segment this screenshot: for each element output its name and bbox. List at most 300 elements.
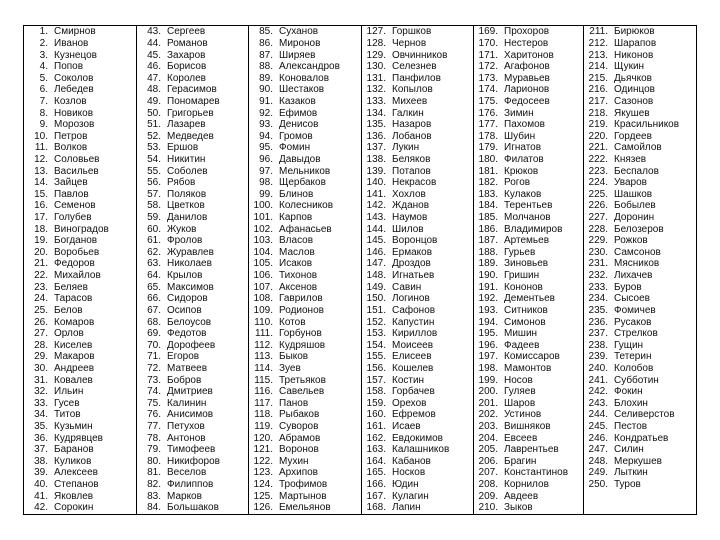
list-item bbox=[24, 200, 137, 212]
entry-number: 235. bbox=[588, 304, 608, 316]
entry-surname: Орлов bbox=[54, 328, 84, 340]
entry-surname: Петров bbox=[54, 130, 88, 142]
list-item bbox=[249, 189, 362, 201]
entry-surname: Назаров bbox=[392, 119, 432, 131]
entry-surname: Фадеев bbox=[504, 339, 540, 351]
entry-surname: Сергеев bbox=[167, 26, 206, 38]
list-item bbox=[24, 38, 137, 50]
entry-surname: Самсонов bbox=[614, 246, 661, 258]
entry-surname: Петухов bbox=[167, 421, 205, 433]
entry-surname: Селезнев bbox=[392, 61, 437, 73]
entry-surname: Носков bbox=[392, 467, 426, 479]
entry-surname: Комиссаров bbox=[504, 351, 560, 363]
entry-number: 149. bbox=[366, 281, 386, 293]
list-item bbox=[362, 363, 474, 375]
entry-surname: Корнилов bbox=[504, 479, 549, 491]
entry-number: 50. bbox=[147, 107, 161, 119]
entry-number: 115. bbox=[254, 374, 273, 386]
entry-surname: Поляков bbox=[167, 188, 207, 200]
entry-surname: Вишняков bbox=[504, 421, 551, 433]
entry-surname: Гусев bbox=[54, 397, 80, 409]
entry-number: 205. bbox=[478, 444, 498, 456]
entry-surname: Волков bbox=[54, 142, 88, 154]
entry-surname: Агафонов bbox=[504, 61, 550, 73]
entry-surname: Фролов bbox=[167, 235, 203, 247]
list-item bbox=[474, 502, 584, 515]
entry-surname: Дроздов bbox=[392, 258, 431, 270]
entry-number: 144. bbox=[366, 223, 386, 235]
entry-surname: Абрамов bbox=[279, 432, 321, 444]
entry-number: 122. bbox=[253, 455, 273, 467]
entry-number: 72. bbox=[147, 362, 161, 374]
entry-number: 93. bbox=[259, 119, 273, 131]
list-item bbox=[249, 26, 362, 38]
entry-surname: Аксенов bbox=[279, 281, 318, 293]
list-item bbox=[362, 72, 474, 84]
list-item bbox=[137, 339, 249, 351]
list-item bbox=[362, 351, 474, 363]
table-row bbox=[24, 409, 697, 421]
entry-number: 234. bbox=[588, 293, 608, 305]
entry-surname: Дмитриев bbox=[167, 386, 213, 398]
entry-number: 18. bbox=[34, 223, 48, 235]
entry-surname: Дьячков bbox=[614, 72, 652, 84]
entry-number: 79. bbox=[147, 444, 161, 456]
table-row bbox=[24, 398, 697, 410]
entry-number: 23. bbox=[34, 281, 48, 293]
list-item bbox=[137, 479, 249, 491]
entry-number: 184. bbox=[478, 200, 498, 212]
list-item bbox=[137, 374, 249, 386]
list-item bbox=[362, 177, 474, 189]
list-item bbox=[24, 305, 137, 317]
list-item bbox=[249, 258, 362, 270]
entry-number: 33. bbox=[34, 397, 48, 409]
list-item bbox=[24, 328, 137, 340]
entry-number: 165. bbox=[366, 467, 386, 479]
entry-number: 153. bbox=[366, 328, 386, 340]
entry-number: 224. bbox=[588, 177, 608, 189]
list-item bbox=[249, 223, 362, 235]
entry-surname: Лукин bbox=[392, 142, 420, 154]
entry-number: 179. bbox=[478, 142, 498, 154]
entry-number: 241. bbox=[588, 374, 608, 386]
table-row bbox=[24, 386, 697, 398]
entry-surname: Горбачев bbox=[392, 386, 435, 398]
entry-surname: Лыткин bbox=[614, 467, 648, 479]
list-item bbox=[584, 293, 697, 305]
entry-number: 25. bbox=[34, 304, 48, 316]
entry-number: 163. bbox=[366, 444, 386, 456]
entry-number: 62. bbox=[147, 246, 161, 258]
entry-surname: Колобов bbox=[614, 362, 654, 374]
entry-number: 102. bbox=[253, 223, 273, 235]
entry-number: 43. bbox=[147, 26, 161, 38]
list-item bbox=[137, 281, 249, 293]
entry-surname: Дементьев bbox=[504, 293, 555, 305]
entry-number: 188. bbox=[478, 246, 498, 258]
entry-surname: Евдокимов bbox=[392, 432, 443, 444]
list-item bbox=[362, 270, 474, 282]
entry-number: 147. bbox=[366, 258, 386, 270]
entry-surname: Михеев bbox=[392, 95, 428, 107]
entry-surname: Мясников bbox=[614, 258, 660, 270]
entry-surname: Никифоров bbox=[167, 455, 220, 467]
entry-number: 198. bbox=[478, 362, 498, 374]
list-item bbox=[474, 456, 584, 468]
list-item bbox=[24, 456, 137, 468]
list-item bbox=[474, 293, 584, 305]
entry-surname: Антонов bbox=[167, 432, 206, 444]
list-item bbox=[249, 316, 362, 328]
entry-surname: Савин bbox=[392, 281, 422, 293]
entry-surname: Селиверстов bbox=[614, 409, 675, 421]
entry-number: 86. bbox=[259, 37, 273, 49]
entry-number: 95. bbox=[259, 142, 273, 154]
entry-number: 30. bbox=[34, 362, 48, 374]
entry-surname: Потапов bbox=[392, 165, 431, 177]
entry-number: 90. bbox=[259, 84, 273, 96]
entry-number: 46. bbox=[147, 61, 161, 73]
entry-surname: Соколов bbox=[54, 72, 94, 84]
entry-surname: Казаков bbox=[279, 95, 316, 107]
entry-surname: Мельников bbox=[279, 165, 331, 177]
entry-surname: Кириллов bbox=[392, 328, 438, 340]
entry-surname: Артемьев bbox=[504, 235, 549, 247]
entry-number: 71. bbox=[147, 351, 161, 363]
entry-surname: Доронин bbox=[614, 212, 655, 224]
entry-surname: Данилов bbox=[167, 212, 208, 224]
list-item bbox=[137, 456, 249, 468]
list-item bbox=[584, 61, 697, 73]
entry-number: 243. bbox=[588, 397, 608, 409]
entry-number: 238. bbox=[588, 339, 608, 351]
list-item bbox=[24, 386, 137, 398]
entry-number: 92. bbox=[259, 107, 273, 119]
list-item bbox=[249, 247, 362, 259]
entry-number: 91. bbox=[259, 95, 273, 107]
list-item bbox=[362, 38, 474, 50]
entry-number: 10. bbox=[34, 130, 48, 142]
entry-number: 80. bbox=[147, 455, 161, 467]
entry-number: 67. bbox=[147, 304, 161, 316]
list-item bbox=[137, 351, 249, 363]
entry-number: 177. bbox=[478, 119, 498, 131]
list-item bbox=[137, 165, 249, 177]
list-item bbox=[362, 61, 474, 73]
entry-surname: Шестаков bbox=[279, 84, 325, 96]
list-item bbox=[362, 107, 474, 119]
list-item bbox=[24, 177, 137, 189]
list-item bbox=[249, 456, 362, 468]
list-item bbox=[24, 247, 137, 259]
entry-number: 100. bbox=[253, 200, 273, 212]
table-row bbox=[24, 26, 697, 38]
entry-number: 239. bbox=[588, 351, 608, 363]
entry-surname: Мамонтов bbox=[504, 362, 552, 374]
entry-surname: Брагин bbox=[504, 455, 537, 467]
entry-surname: Пахомов bbox=[504, 119, 545, 131]
list-item bbox=[137, 247, 249, 259]
entry-number: 24. bbox=[34, 293, 48, 305]
entry-number: 231. bbox=[588, 258, 608, 270]
list-item bbox=[584, 96, 697, 108]
entry-number: 199. bbox=[478, 374, 498, 386]
entry-surname: Кудрявцев bbox=[54, 432, 103, 444]
list-item bbox=[474, 154, 584, 166]
entry-number: 66. bbox=[147, 293, 161, 305]
list-item bbox=[24, 363, 137, 375]
list-item bbox=[24, 270, 137, 282]
entry-surname: Веселов bbox=[167, 467, 207, 479]
entry-number: 145. bbox=[366, 235, 386, 247]
entry-surname: Гурьев bbox=[504, 246, 536, 258]
list-item bbox=[584, 456, 697, 468]
list-item bbox=[137, 467, 249, 479]
entry-number: 36. bbox=[34, 432, 48, 444]
entry-surname: Кулагин bbox=[392, 490, 429, 502]
entry-number: 194. bbox=[478, 316, 498, 328]
table-row bbox=[24, 61, 697, 73]
entry-surname: Смирнов bbox=[54, 26, 96, 38]
entry-surname: Захаров bbox=[167, 49, 206, 61]
list-item bbox=[474, 281, 584, 293]
entry-surname: Бобылев bbox=[614, 200, 656, 212]
entry-surname: Юдин bbox=[392, 479, 419, 491]
entry-number: 206. bbox=[478, 455, 498, 467]
list-item bbox=[474, 107, 584, 119]
entry-surname: Никонов bbox=[614, 49, 654, 61]
table-row bbox=[24, 96, 697, 108]
entry-surname: Владимиров bbox=[504, 223, 563, 235]
entry-number: 75. bbox=[147, 397, 161, 409]
entry-surname: Капустин bbox=[392, 316, 435, 328]
list-item bbox=[24, 293, 137, 305]
table-row bbox=[24, 84, 697, 96]
entry-number: 143. bbox=[366, 212, 386, 224]
entry-surname: Куликов bbox=[54, 455, 92, 467]
list-item bbox=[24, 165, 137, 177]
entry-number: 208. bbox=[478, 479, 498, 491]
entry-number: 233. bbox=[588, 281, 608, 293]
entry-number: 126. bbox=[253, 502, 273, 514]
entry-surname: Ершов bbox=[167, 142, 199, 154]
list-item bbox=[474, 270, 584, 282]
entry-surname: Ильин bbox=[54, 386, 84, 398]
entry-number: 49. bbox=[147, 95, 161, 107]
entry-number: 31. bbox=[34, 374, 48, 386]
entry-surname: Ефремов bbox=[392, 409, 436, 421]
list-item bbox=[584, 398, 697, 410]
list-item bbox=[362, 165, 474, 177]
entry-surname: Щербаков bbox=[279, 177, 326, 189]
entry-surname: Беляев bbox=[54, 281, 88, 293]
list-item bbox=[474, 119, 584, 131]
list-item bbox=[474, 200, 584, 212]
list-item bbox=[24, 119, 137, 131]
list-item bbox=[249, 502, 362, 515]
entry-surname: Филатов bbox=[504, 154, 544, 165]
list-item bbox=[362, 432, 474, 444]
list-item bbox=[249, 363, 362, 375]
entry-number: 229. bbox=[588, 235, 608, 247]
entry-number: 27. bbox=[34, 328, 48, 340]
list-item bbox=[584, 189, 697, 201]
table-row bbox=[24, 328, 697, 340]
list-item bbox=[474, 49, 584, 61]
entry-number: 94. bbox=[259, 130, 273, 142]
entry-surname: Ларионов bbox=[504, 84, 550, 96]
entry-surname: Тетерин bbox=[614, 351, 652, 363]
entry-surname: Горбунов bbox=[279, 328, 322, 340]
entry-surname: Стрелков bbox=[614, 328, 658, 340]
entry-number: 108. bbox=[253, 293, 273, 305]
entry-surname: Алексеев bbox=[54, 467, 98, 479]
list-item bbox=[584, 130, 697, 142]
list-item bbox=[474, 432, 584, 444]
list-item bbox=[474, 142, 584, 154]
table-row bbox=[24, 119, 697, 131]
list-item bbox=[24, 490, 137, 502]
entry-number: 202. bbox=[478, 409, 498, 421]
entry-number: 81. bbox=[147, 467, 161, 479]
list-item bbox=[584, 49, 697, 61]
entry-number: 181. bbox=[478, 165, 498, 177]
entry-surname: Зыков bbox=[504, 502, 533, 514]
entry-surname: Логинов bbox=[392, 293, 430, 305]
entry-number: 34. bbox=[34, 409, 48, 421]
entry-number: 123. bbox=[253, 467, 273, 479]
list-item bbox=[362, 467, 474, 479]
entry-number: 207. bbox=[478, 467, 498, 479]
entry-number: 183. bbox=[478, 188, 498, 200]
entry-number: 121. bbox=[253, 444, 273, 456]
entry-number: 69. bbox=[147, 328, 161, 340]
list-item bbox=[249, 200, 362, 212]
table-row bbox=[24, 363, 697, 375]
table-row bbox=[24, 154, 697, 166]
entry-number: 120. bbox=[253, 432, 273, 444]
entry-surname: Жданов bbox=[392, 200, 430, 212]
entry-surname: Евсеев bbox=[504, 432, 538, 444]
entry-number: 222. bbox=[588, 154, 608, 165]
list-item bbox=[249, 119, 362, 131]
entry-surname: Лихачев bbox=[614, 270, 653, 282]
entry-surname: Шубин bbox=[504, 130, 536, 142]
entry-surname: Щукин bbox=[614, 61, 645, 73]
entry-number: 210. bbox=[478, 502, 498, 514]
list-item bbox=[362, 119, 474, 131]
list-item bbox=[584, 142, 697, 154]
entry-surname: Кулаков bbox=[504, 188, 542, 200]
entry-number: 111. bbox=[255, 328, 273, 340]
entry-number: 217. bbox=[588, 95, 608, 107]
entry-number: 204. bbox=[478, 432, 498, 444]
entry-surname: Симонов bbox=[504, 316, 546, 328]
list-item bbox=[137, 293, 249, 305]
list-item bbox=[24, 130, 137, 142]
entry-number: 156. bbox=[366, 362, 386, 374]
entry-number: 160. bbox=[366, 409, 386, 421]
entry-number: 103. bbox=[253, 235, 273, 247]
entry-number: 52. bbox=[147, 130, 161, 142]
list-item bbox=[24, 72, 137, 84]
list-item bbox=[249, 305, 362, 317]
list-item bbox=[249, 84, 362, 96]
entry-number: 152. bbox=[366, 316, 386, 328]
entry-number: 12. bbox=[34, 154, 48, 165]
list-item bbox=[584, 444, 697, 456]
entry-surname: Одинцов bbox=[614, 84, 655, 96]
entry-surname: Зиновьев bbox=[504, 258, 549, 270]
table-row bbox=[24, 305, 697, 317]
entry-number: 68. bbox=[147, 316, 161, 328]
entry-surname: Авдеев bbox=[504, 490, 539, 502]
entry-surname: Калинин bbox=[167, 397, 207, 409]
entry-number: 159. bbox=[366, 397, 386, 409]
entry-number: 64. bbox=[147, 270, 161, 282]
list-item bbox=[474, 165, 584, 177]
entry-number: 218. bbox=[588, 107, 608, 119]
entry-number: 230. bbox=[588, 246, 608, 258]
entry-surname: Панов bbox=[279, 397, 309, 409]
entry-surname: Гаврилов bbox=[279, 293, 323, 305]
entry-surname: Лаврентьев bbox=[504, 444, 559, 456]
entry-number: 186. bbox=[478, 223, 498, 235]
entry-number: 60. bbox=[147, 223, 161, 235]
list-item bbox=[584, 84, 697, 96]
entry-number: 200. bbox=[478, 386, 498, 398]
entry-surname: Мишин bbox=[504, 328, 538, 340]
entry-surname: Попов bbox=[54, 61, 84, 73]
table-row bbox=[24, 212, 697, 224]
entry-number: 213. bbox=[588, 49, 608, 61]
list-item bbox=[137, 386, 249, 398]
entry-surname: Бобров bbox=[167, 374, 202, 386]
list-item bbox=[474, 398, 584, 410]
table-row bbox=[24, 258, 697, 270]
entry-number: 39. bbox=[34, 467, 48, 479]
list-item bbox=[24, 421, 137, 433]
table-row bbox=[24, 490, 697, 502]
entry-surname: Семенов bbox=[54, 200, 96, 212]
list-item bbox=[584, 363, 697, 375]
entry-number: 236. bbox=[588, 316, 608, 328]
entry-surname: Рябов bbox=[167, 177, 196, 189]
entry-surname: Королев bbox=[167, 72, 206, 84]
list-item bbox=[137, 189, 249, 201]
list-item bbox=[474, 61, 584, 73]
entry-surname: Кононов bbox=[504, 281, 543, 293]
table-row bbox=[24, 467, 697, 479]
table-row bbox=[24, 247, 697, 259]
list-item bbox=[362, 409, 474, 421]
entry-surname: Давыдов bbox=[279, 154, 321, 165]
entry-surname: Николаев bbox=[167, 258, 212, 270]
entry-surname: Коновалов bbox=[279, 72, 330, 84]
entry-number: 225. bbox=[588, 188, 608, 200]
list-item bbox=[137, 96, 249, 108]
list-item bbox=[584, 26, 697, 38]
entry-number: 132. bbox=[366, 84, 386, 96]
entry-surname: Марков bbox=[167, 490, 202, 502]
list-item bbox=[362, 328, 474, 340]
table-row bbox=[24, 316, 697, 328]
list-item bbox=[362, 479, 474, 491]
entry-surname: Емельянов bbox=[279, 502, 331, 514]
entry-surname: Котов bbox=[279, 316, 306, 328]
entry-surname: Шилов bbox=[392, 223, 424, 235]
